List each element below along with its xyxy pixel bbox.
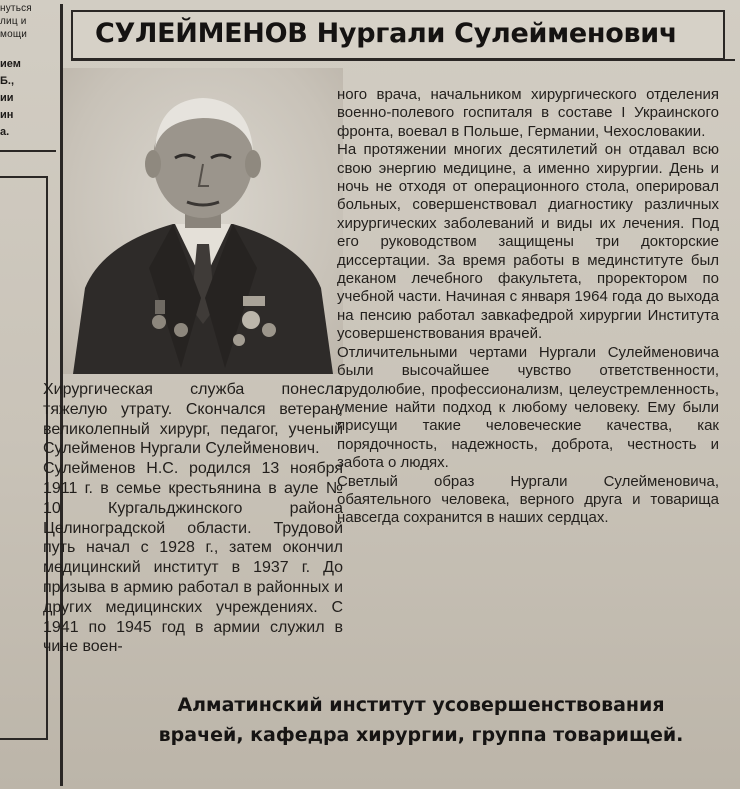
article-signature: Алматинский институт усовершенствования врачей, кафедра хирургии, группа товарищей. bbox=[158, 694, 684, 746]
article-text-left-column: Хирургическая служба понесла тяжелую утрату. Скончался ветеран, великолепный хирург, педагог, ученый Сулейменов Нургали Сулейменович. Сулейменов Н.С. родился 13 ноября 1911 г. в семье крестьянина в ауле № 10 Кургальджинского района Целиноградской области. Трудовой путь начал с 1928 г., затем окончил медицинский институт в 1937 г. До призыва в армию работал в районных и других медицинских учреждениях. С 1941 по 1945 год в армии служил в чине воен- bbox=[43, 381, 343, 656]
article-title: СУЛЕЙМЕНОВ Нургали Сулейменович bbox=[95, 18, 678, 49]
column-divider bbox=[0, 150, 56, 152]
previous-column-top-text: нуться лиц и мощи bbox=[0, 3, 32, 40]
previous-column-box bbox=[0, 176, 48, 740]
previous-column-mid-text: ием Б., ии ин а. bbox=[0, 58, 21, 138]
portrait-illustration bbox=[63, 68, 343, 374]
article-header bbox=[71, 10, 725, 60]
article-text-right-column: ного врача, начальником хирургического отделения военно-полевого госпиталя в составе I Украинского фронта, воевал в Польше, Германии, Чехословакии. На протяжении многих десятилетий он отдавал всю свою энергию медицине, а именно хирургии. День и ночь не отходя от операционного стола, оперировал больных, совершенствовал диагностику различных хирургических заболеваний и виды их лечения. Под его руководством защищены три докторские диссертации. За время работы в мединституте был деканом лечебного факультета, проректором по учебной части. Начиная с января 1964 года до выхода на пенсию работал завкафедрой хирургии Института усовершенствования врачей. Отличительными чертами Нургали Сулейменовича были высочайшее чувство ответственности, трудолюбие, профессионализм, целеустремленность, умение найти подход к любому человеку. Ему были присущи такие человеческие качества, как порядочность, надежность, доброта, честность и забота о людях. Светлый образ Нургали Сулейменовича, обаятельного человека, верного друга и товарища навсегда сохранится в наших сердцах. bbox=[337, 86, 719, 527]
obituary-article bbox=[43, 4, 739, 786]
portrait-photo bbox=[63, 68, 343, 374]
header-rule bbox=[71, 59, 735, 61]
